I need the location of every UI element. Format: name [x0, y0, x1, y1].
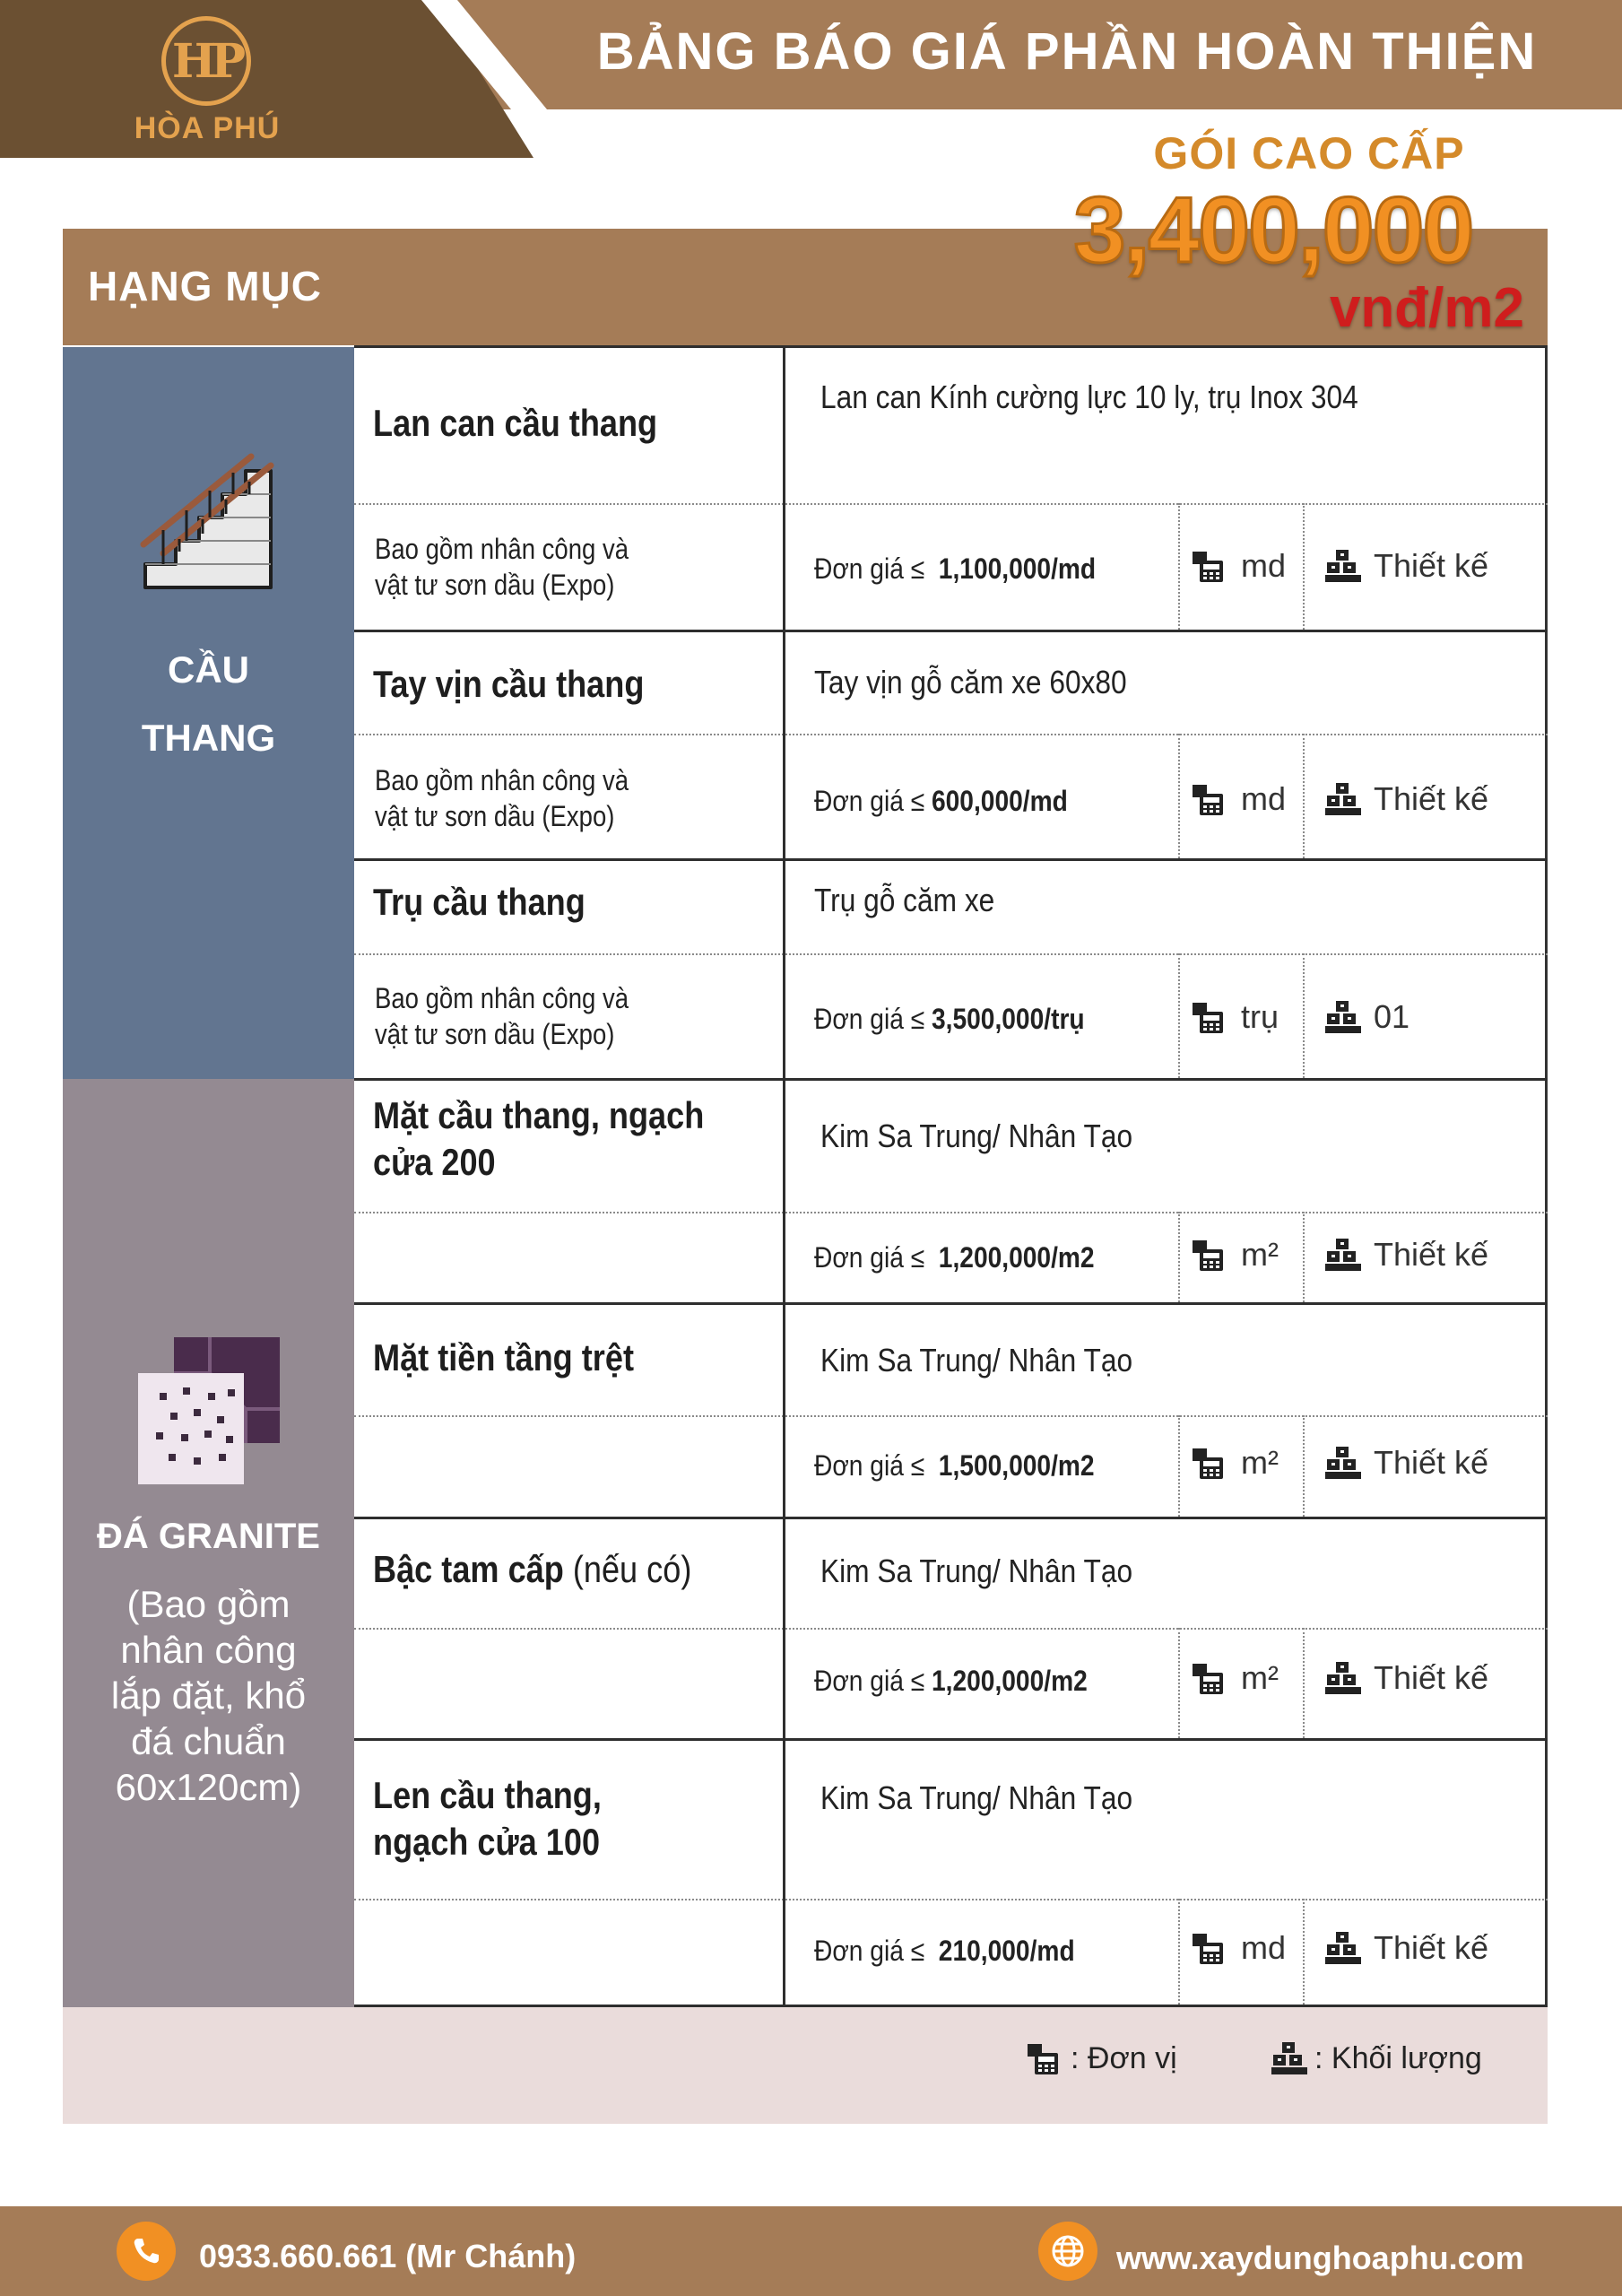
unit-icon	[1191, 781, 1230, 817]
quantity-icon	[1323, 1445, 1363, 1481]
price-value: 1,100,000/md	[938, 552, 1097, 585]
row-price-handrail	[814, 785, 1068, 818]
row-unit-newel-post	[1191, 998, 1279, 1036]
row-title-main: Bậc tam cấp	[373, 1548, 564, 1590]
unit-value: trụ	[1241, 998, 1279, 1035]
row-unit-ground-facade	[1191, 1444, 1279, 1482]
quantity-value: Thiết kế	[1374, 547, 1489, 584]
unit-icon	[1191, 1930, 1230, 1966]
quantity-value: 01	[1374, 998, 1410, 1035]
price-label: Đơn giá ≤	[814, 1665, 925, 1697]
row-title-line1: Len cầu thang,	[373, 1774, 602, 1816]
row-spec-stair-tread: Kim Sa Trung/ Nhân Tạo	[820, 1118, 1133, 1154]
row-quantity-skirting	[1323, 1929, 1488, 1967]
quantity-value: Thiết kế	[1374, 780, 1489, 817]
package-price-unit: vnđ/m2	[1329, 277, 1524, 339]
quantity-value: Thiết kế	[1374, 1929, 1489, 1966]
row-title-railing: Lan can cầu thang	[373, 402, 658, 444]
row-note-newel-post: Bao gồm nhân công và vật tư sơn dầu (Expo)	[375, 982, 629, 1050]
brand-name: HÒA PHÚ	[134, 111, 281, 145]
quantity-value: Thiết kế	[1374, 1444, 1489, 1481]
row-title-line2: cửa 200	[373, 1141, 496, 1183]
row-title-line2: ngạch cửa 100	[373, 1821, 601, 1863]
quantity-value: Thiết kế	[1374, 1236, 1489, 1273]
row-price-ground-facade	[814, 1449, 1095, 1483]
unit-value: md	[1241, 1929, 1287, 1966]
unit-icon	[1191, 548, 1230, 584]
row-spec-entrance-steps: Kim Sa Trung/ Nhân Tạo	[820, 1552, 1133, 1589]
row-quantity-railing	[1323, 547, 1488, 585]
category-granite-note-line1: (Bao gồm	[126, 1583, 291, 1625]
quantity-value: Thiết kế	[1374, 1659, 1489, 1696]
price-value: 1,200,000/m2	[931, 1665, 1088, 1697]
category-granite-note-line3: lắp đặt, khổ	[110, 1674, 307, 1717]
logo-monogram: HP	[171, 33, 241, 89]
price-label: Đơn giá ≤	[814, 1449, 925, 1482]
row-title-handrail: Tay vịn cầu thang	[373, 663, 645, 705]
row-title-stair-tread	[373, 1092, 704, 1186]
category-stairs-title-line1: CẦU	[168, 648, 249, 691]
row-title-suffix: (nếu có)	[572, 1548, 692, 1590]
price-value: 600,000/md	[931, 785, 1068, 817]
category-granite-panel	[63, 1079, 354, 2007]
package-name: GÓI CAO CẤP	[1153, 128, 1465, 178]
row-quantity-newel-post	[1323, 998, 1409, 1036]
row-unit-handrail	[1191, 780, 1286, 818]
row-spec-newel-post: Trụ gỗ căm xe	[814, 882, 995, 918]
unit-icon	[1191, 1660, 1230, 1696]
row-price-newel-post	[814, 1003, 1085, 1036]
phone-icon	[117, 2222, 176, 2281]
unit-value: m²	[1241, 1236, 1279, 1273]
row-title-ground-facade: Mặt tiền tầng trệt	[373, 1336, 634, 1378]
row-unit-entrance-steps	[1191, 1659, 1279, 1697]
row-unit-railing	[1191, 547, 1286, 585]
unit-icon	[1191, 1237, 1230, 1273]
row-quantity-ground-facade	[1323, 1444, 1488, 1482]
granite-tile-icon	[138, 1337, 283, 1486]
row-note-railing: Bao gồm nhân công và vật tư sơn dầu (Expo)	[375, 533, 629, 601]
row-title-entrance-steps	[373, 1546, 691, 1593]
category-granite-note	[63, 1581, 354, 1810]
column-header-label: HẠNG MỤC	[88, 263, 322, 309]
quantity-icon	[1323, 781, 1363, 817]
row-spec-ground-facade: Kim Sa Trung/ Nhân Tạo	[820, 1342, 1133, 1378]
row-title-skirting	[373, 1772, 602, 1866]
legend-unit	[1026, 2040, 1177, 2076]
category-granite-note-line4: đá chuẩn	[131, 1720, 286, 1762]
category-granite-note-line2: nhân công	[120, 1629, 297, 1671]
legend-quantity-label: : Khối lượng	[1314, 2040, 1482, 2075]
price-label: Đơn giá ≤	[814, 1003, 925, 1035]
row-quantity-handrail	[1323, 780, 1488, 818]
category-stairs-title	[63, 636, 354, 772]
row-unit-stair-tread	[1191, 1236, 1279, 1274]
row-price-entrance-steps	[814, 1665, 1088, 1698]
legend-quantity	[1270, 2040, 1482, 2076]
unit-value: m²	[1241, 1659, 1279, 1696]
row-spec-skirting: Kim Sa Trung/ Nhân Tạo	[820, 1779, 1133, 1816]
unit-value: md	[1241, 547, 1287, 584]
price-value: 1,500,000/m2	[938, 1449, 1095, 1482]
legend-unit-label: : Đơn vị	[1071, 2040, 1177, 2075]
price-value: 3,500,000/trụ	[931, 1003, 1085, 1035]
price-label: Đơn giá ≤	[814, 785, 925, 817]
category-granite-note-line5: 60x120cm)	[115, 1766, 302, 1808]
category-granite-title: ĐÁ GRANITE	[97, 1517, 320, 1556]
row-spec-handrail: Tay vịn gỗ căm xe 60x80	[814, 664, 1127, 700]
row-price-railing	[814, 552, 1096, 586]
price-label: Đơn giá ≤	[814, 1241, 925, 1274]
row-quantity-stair-tread	[1323, 1236, 1488, 1274]
price-value: 210,000/md	[938, 1935, 1075, 1967]
category-stairs-title-line2: THANG	[141, 717, 276, 759]
staircase-icon	[136, 453, 280, 596]
globe-icon	[1038, 2222, 1097, 2281]
quantity-icon	[1323, 1660, 1363, 1696]
quantity-icon	[1323, 548, 1363, 584]
row-title-line1: Mặt cầu thang, ngạch	[373, 1094, 705, 1136]
unit-icon	[1026, 2040, 1065, 2076]
row-quantity-entrance-steps	[1323, 1659, 1488, 1697]
unit-value: m²	[1241, 1444, 1279, 1481]
footer-phone[interactable]: 0933.660.661 (Mr Chánh)	[199, 2238, 577, 2274]
price-label: Đơn giá ≤	[814, 1935, 925, 1967]
quantity-icon	[1323, 999, 1363, 1035]
row-title-newel-post: Trụ cầu thang	[373, 881, 585, 923]
quantity-icon	[1323, 1930, 1363, 1966]
row-note-handrail: Bao gồm nhân công và vật tư sơn dầu (Expo)	[375, 764, 629, 832]
quantity-icon	[1270, 2040, 1309, 2076]
row-price-stair-tread	[814, 1241, 1095, 1274]
unit-icon	[1191, 999, 1230, 1035]
package-price: 3,400,000	[1073, 178, 1473, 283]
row-spec-railing: Lan can Kính cường lực 10 ly, trụ Inox 304	[820, 378, 1358, 415]
row-price-skirting	[814, 1935, 1075, 1968]
quantity-icon	[1323, 1237, 1363, 1273]
unit-icon	[1191, 1445, 1230, 1481]
unit-value: md	[1241, 780, 1287, 817]
category-stairs-panel	[63, 347, 354, 1079]
price-label: Đơn giá ≤	[814, 552, 925, 585]
price-value: 1,200,000/m2	[938, 1241, 1095, 1274]
page-title: BẢNG BÁO GIÁ PHẦN HOÀN THIỆN	[596, 22, 1538, 81]
row-unit-skirting	[1191, 1929, 1286, 1967]
footer-website[interactable]: www.xaydunghoaphu.com	[1116, 2239, 1524, 2276]
